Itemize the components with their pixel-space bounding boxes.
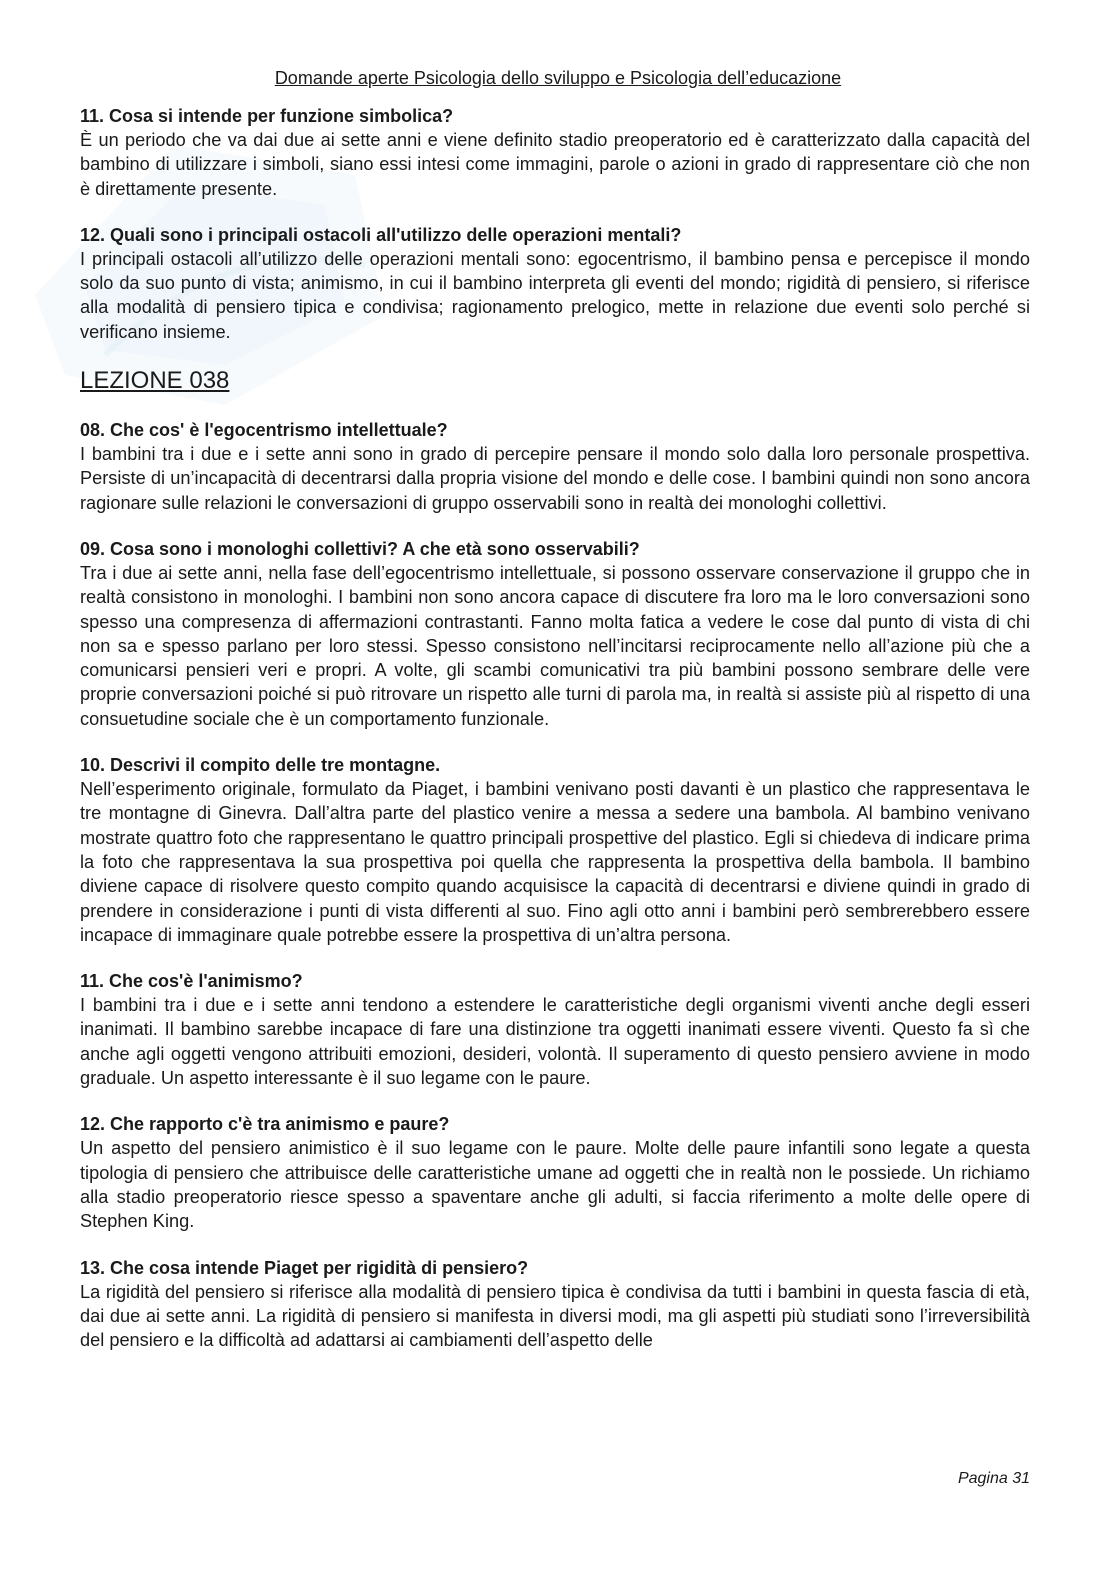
document-body (80, 104, 1030, 1374)
question-heading: 13. Che cosa intende Piaget per rigidità di pensiero? (80, 1257, 529, 1278)
question-heading: 12. Che rapporto c'è tra animismo e paure? (80, 1114, 450, 1135)
qa-block (80, 1256, 1030, 1353)
question-heading: 09. Cosa sono i monologhi collettivi? A che età sono osservabili? (80, 538, 640, 559)
page-number: Pagina 31 (957, 1470, 1030, 1487)
answer-paragraph: Tra i due ai sette anni, nella fase dell’egocentrismo intellettuale, si possono osservare conservazione il gruppo che in realtà consistono in monologhi. I bambini non sono ancora capace di discutere fra loro ma le loro conversazioni sono spesso una compresenza di affermazioni contrastanti. Fanno molta fatica a vedere le cose dal punto di vista di chi non sa e spesso parlano per loro stessi. Spesso consistono nell’incitarsi reciprocamente nello all’azione più che a comunicarsi pensieri veri e propri. A volte, gli scambi comunicativi tra più bambini possono sembrare delle vere proprie conversazioni poiché si può ritrovare un rispetto alle turni di parola ma, in realtà si assiste più al rispetto di una consuetudine sociale che è un comportamento funzionale. (80, 562, 1030, 729)
qa-block (80, 1112, 1030, 1233)
answer-paragraph: I principali ostacoli all’utilizzo delle operazioni mentali sono: egocentrismo, il bambino pensa e percepisce il mondo solo da suo punto di vista; animismo, in cui il bambino interpreta gli eventi del mondo; rigidità di pensiero, si riferisce alla modalità di pensiero tipica e condivisa; ragionamento prelogico, mette in relazione due eventi solo perché si verificano insieme. (80, 248, 1030, 342)
qa-block (80, 969, 1030, 1090)
question-heading: 11. Che cos'è l'animismo? (80, 971, 303, 992)
question-heading: 12. Quali sono i principali ostacoli all'utilizzo delle operazioni mentali? (80, 224, 682, 245)
answer-paragraph: È un periodo che va dai due ai sette anni e viene definito stadio preoperatorio ed è caratterizzato dalla capacità del bambino di utilizzare i simboli, siano essi intesi come immagini, parole o azioni in grado di rappresentare ciò che non è direttamente presente. (80, 130, 1030, 199)
question-heading: 11. Cosa si intende per funzione simbolica? (80, 106, 454, 126)
answer-paragraph: I bambini tra i due e i sette anni tendono a estendere le caratteristiche degli organismi viventi anche degli esseri inanimati. Il bambino sarebbe incapace di fare una distinzione tra oggetti inanimati essere viventi. Questo fa sì che anche agli oggetti vengono attribuiti emozioni, desideri, volontà. Il superamento di questo pensiero avviene in modo graduale. Un aspetto interessante è il suo legame con le paure. (80, 995, 1030, 1089)
answer-paragraph: Nell’esperimento originale, formulato da Piaget, i bambini venivano posti davanti è un plastico che rappresentava le tre montagne di Ginevra. Dall’altra parte del plastico venire a messa a sedere una bambola. Al bambino venivano mostrate quattro foto che rappresentano le quattro principali prospettive del plastico. Egli si chiedeva di indicare prima la foto che rappresentava la sua prospettiva poi quella che rappresenta la prospettiva della bambola. Il bambino diviene capace di risolvere questo compito quando acquisisce la capacità di decentrarsi e diviene quindi in grado di prendere in considerazione i punti di vista differenti al suo. Fino agli otto anni i bambini però sembrerebbero essere incapace di immaginare quale potrebbe essere la prospettiva di un’altra persona. (80, 779, 1030, 945)
page-header: Domande aperte Psicologia dello sviluppo e Psicologia dell’educazione (274, 68, 842, 88)
question-heading: 08. Che cos' è l'egocentrismo intellettuale? (80, 420, 448, 441)
answer-paragraph: La rigidità del pensiero si riferisce alla modalità di pensiero tipica è condivisa da tutti i bambini in questa fascia di età, dai due ai sette anni. La rigidità di pensiero si manifesta in diversi modi, ma gli aspetti più studiati sono l’irreversibilità del pensiero e la difficoltà ad adattarsi ai cambiamenti dell’aspetto delle (80, 1281, 1030, 1351)
answer-paragraph: I bambini tra i due e i sette anni sono in grado di percepire pensare il mondo solo dalla loro personale prospettiva. Persiste di un’incapacità di decentrarsi dalla propria visione del mondo e delle cose. I bambini quindi non sono ancora ragionare sulle relazioni le conversazioni di gruppo osservabili sono in realtà dei monologhi collettivi. (80, 444, 1030, 513)
qa-block (80, 537, 1030, 731)
qa-block (80, 418, 1030, 515)
answer-paragraph: Un aspetto del pensiero animistico è il suo legame con le paure. Molte delle paure infantili sono legate a questa tipologia di pensiero che attribuisce delle caratteristiche umane ad oggetti che in realtà non le possiede. Un richiamo alla stadio preoperatorio riesce spesso a spaventare anche gli adulti, si faccia riferimento a molte delle opere di Stephen King. (80, 1138, 1030, 1232)
qa-block (80, 104, 1030, 201)
qa-block (80, 753, 1030, 947)
lesson-heading: LEZIONE 038 (80, 367, 230, 395)
question-heading: 10. Descrivi il compito delle tre montagne. (80, 755, 441, 776)
qa-block (80, 223, 1030, 344)
